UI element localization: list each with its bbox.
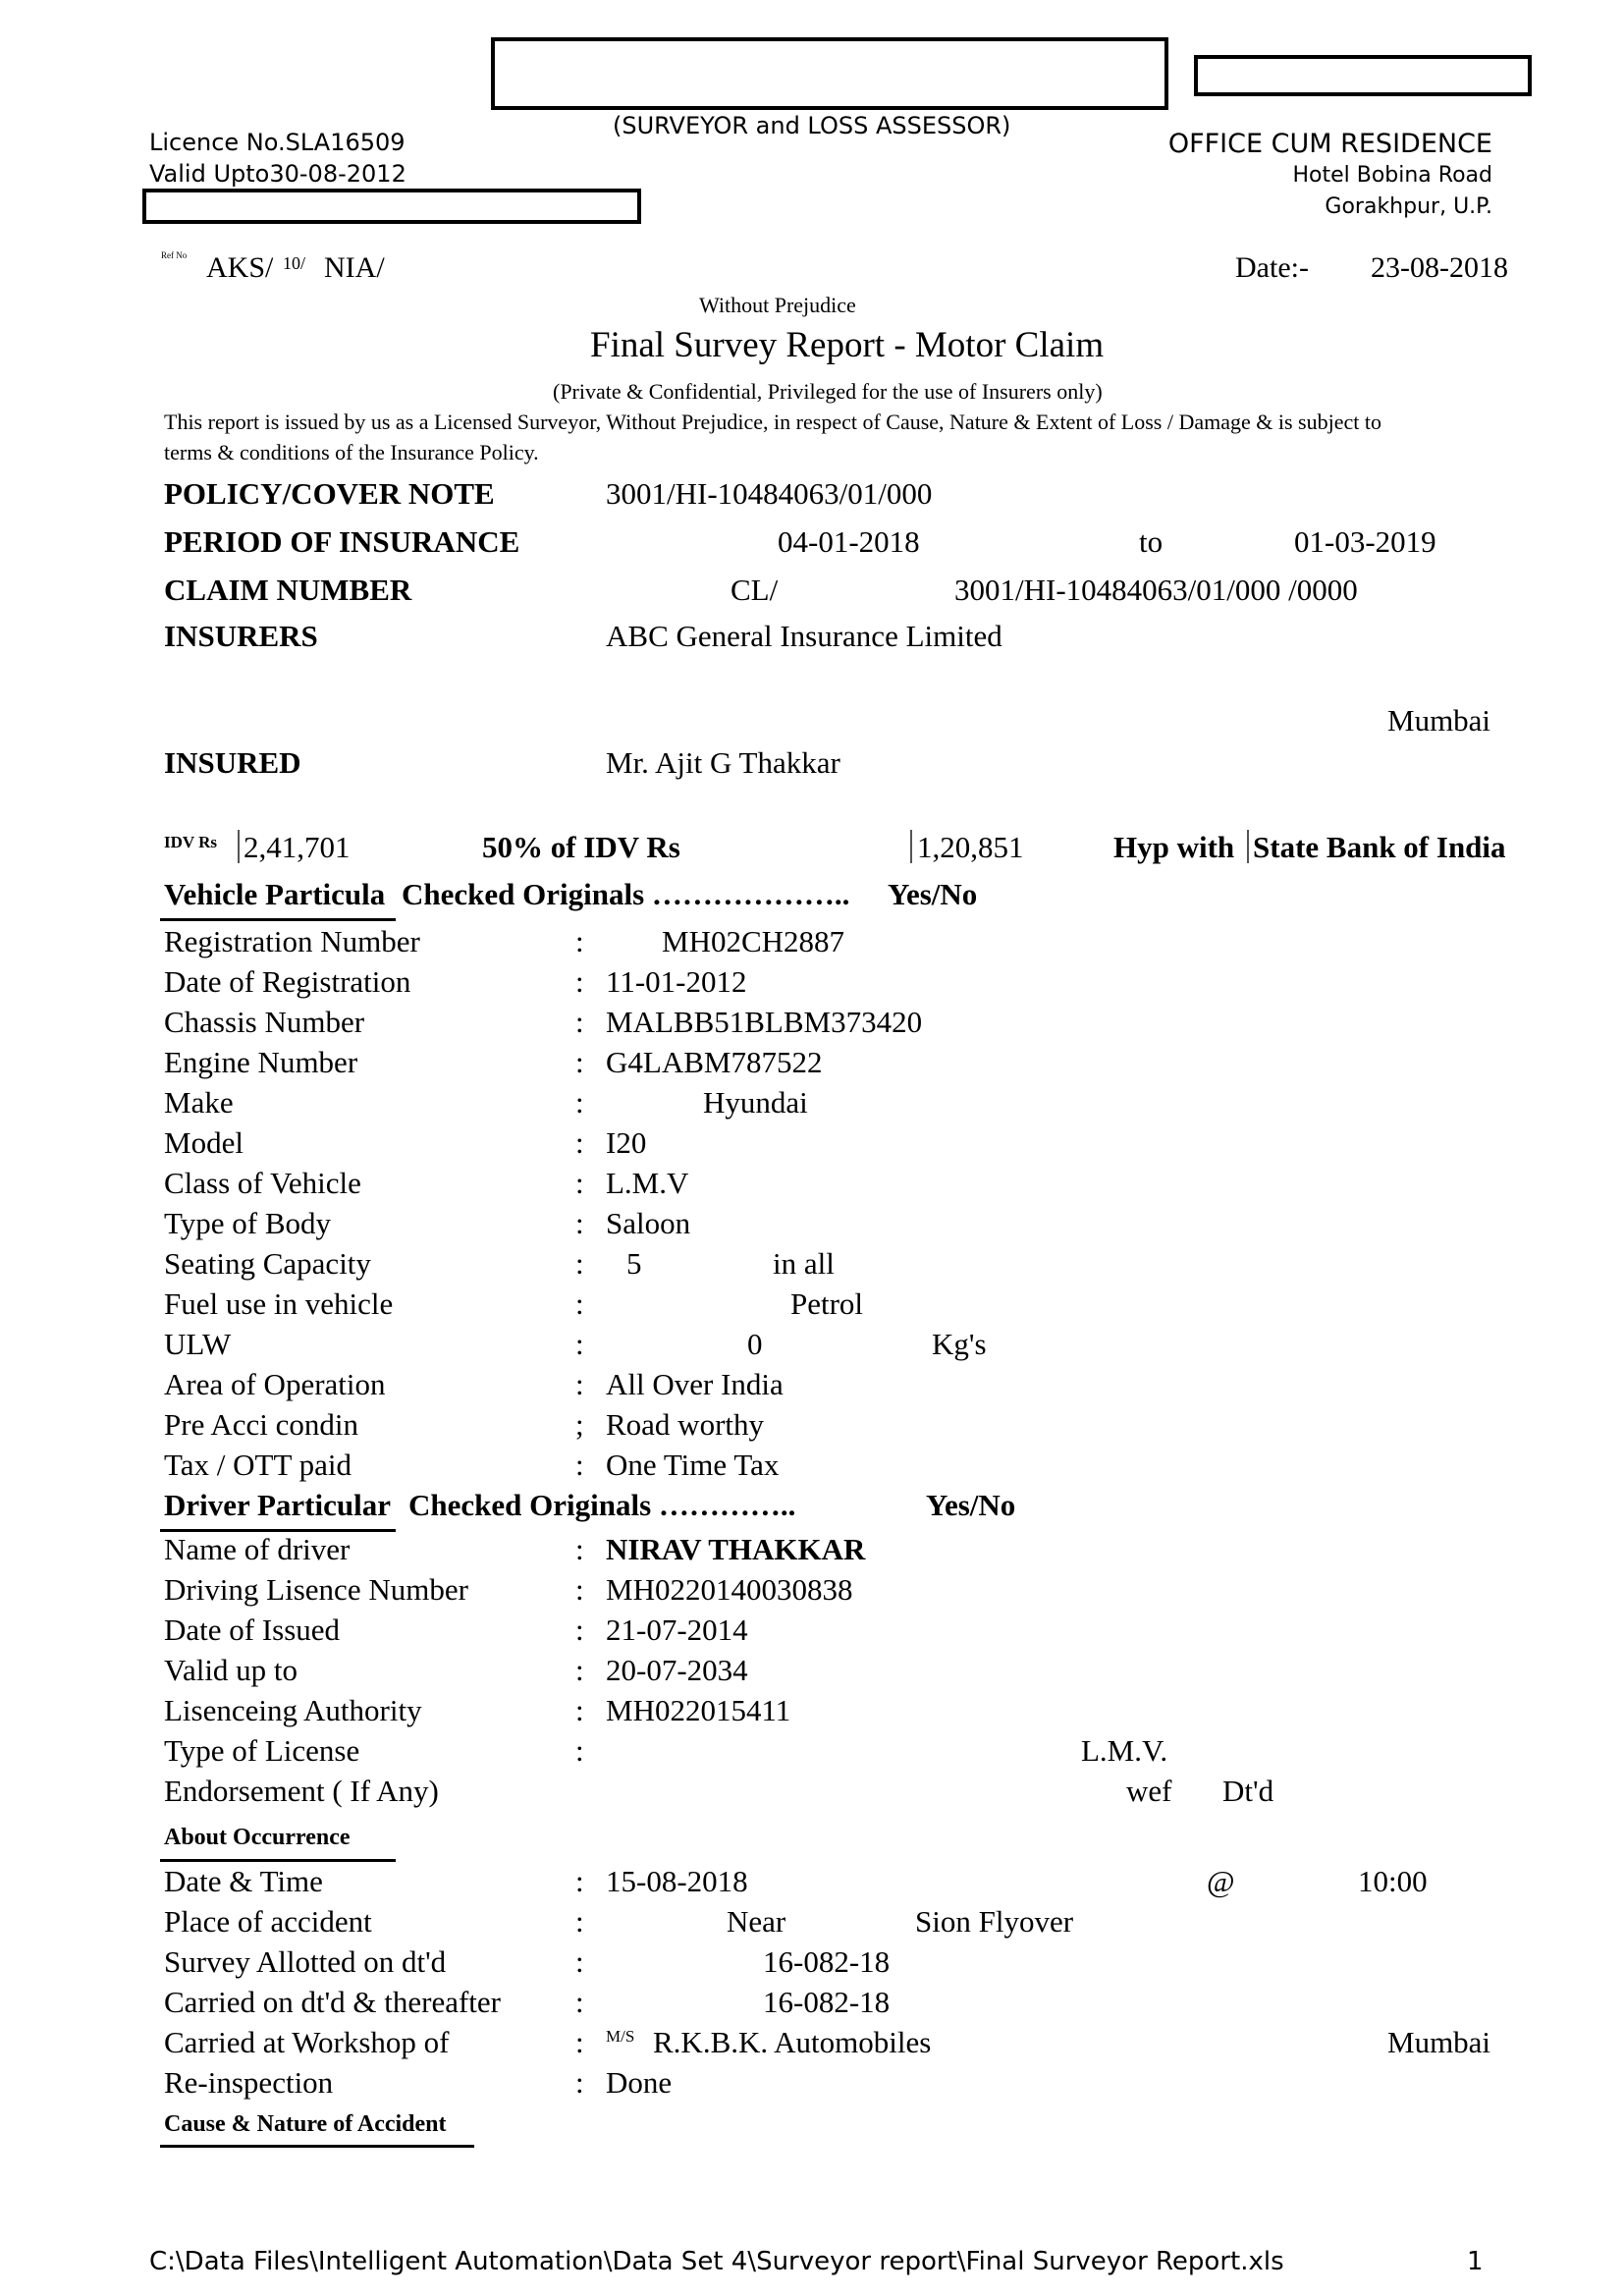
tax-sep: : bbox=[575, 1448, 584, 1482]
make-value: Hyundai bbox=[703, 1085, 808, 1120]
accident-time-value: 10:00 bbox=[1358, 1864, 1428, 1898]
body-type-value: Saloon bbox=[606, 1206, 691, 1240]
insured-value: Mr. Ajit G Thakkar bbox=[606, 745, 840, 780]
claim-value: 3001/HI-10484063/01/000 /0000 bbox=[954, 573, 1358, 607]
licence-number: Licence No.SLA16509 bbox=[149, 129, 406, 156]
body-type-sep: : bbox=[575, 1206, 584, 1240]
reinspection-sep: : bbox=[575, 2065, 584, 2100]
half-idv-label: 50% of IDV Rs bbox=[482, 830, 680, 864]
surveyor-role: (SURVEYOR and LOSS ASSESSOR) bbox=[613, 112, 1011, 139]
ref-number: 10/ bbox=[283, 253, 306, 273]
vehicle-class-sep: : bbox=[575, 1166, 584, 1200]
office-label: OFFICE CUM RESIDENCE bbox=[1167, 129, 1492, 159]
ulw-sep: : bbox=[575, 1327, 584, 1361]
pre-accident-condition-label: Pre Acci condin bbox=[164, 1407, 359, 1442]
licence-valid: Valid Upto30-08-2012 bbox=[149, 160, 406, 188]
license-valid-sep: : bbox=[575, 1653, 584, 1687]
seating-capacity-value: 5 bbox=[626, 1246, 642, 1281]
driver-checked-originals: Checked Originals ………….. bbox=[408, 1488, 796, 1522]
driver-name-value: NIRAV THAKKAR bbox=[606, 1532, 866, 1566]
period-to: 01-03-2019 bbox=[1294, 524, 1436, 559]
licensing-authority-sep: : bbox=[575, 1693, 584, 1727]
fuel-label: Fuel use in vehicle bbox=[164, 1286, 394, 1321]
seating-capacity-extra: in all bbox=[773, 1246, 835, 1281]
claim-label: CLAIM NUMBER bbox=[164, 573, 412, 607]
hyp-divider bbox=[1247, 830, 1249, 863]
accident-place-label: Place of accident bbox=[164, 1904, 372, 1939]
accident-at-symbol: @ bbox=[1207, 1864, 1235, 1898]
pre-accident-condition-sep: ; bbox=[575, 1407, 584, 1442]
vehicle-yes-no: Yes/No bbox=[888, 877, 978, 911]
make-label: Make bbox=[164, 1085, 234, 1120]
idv-divider bbox=[238, 830, 240, 863]
ulw-unit: Kg's bbox=[932, 1327, 987, 1361]
accident-place-near: Near bbox=[727, 1904, 786, 1939]
ref-suffix: NIA/ bbox=[324, 251, 385, 284]
office-address-line1: Hotel Bobina Road bbox=[1292, 163, 1492, 188]
ref-prefix: AKS/ bbox=[206, 251, 274, 284]
seating-capacity-label: Seating Capacity bbox=[164, 1246, 371, 1281]
registration-number-sep: : bbox=[575, 924, 584, 958]
registration-number-value: MH02CH2887 bbox=[662, 924, 845, 958]
license-issued-label: Date of Issued bbox=[164, 1613, 341, 1647]
report-title: Final Survey Report - Motor Claim bbox=[590, 325, 1105, 365]
license-valid-value: 20-07-2034 bbox=[606, 1653, 748, 1687]
license-type-sep: : bbox=[575, 1733, 584, 1768]
period-to-word: to bbox=[1139, 524, 1164, 559]
driver-name-sep: : bbox=[575, 1532, 584, 1566]
occurrence-heading: About Occurrence bbox=[164, 1825, 351, 1850]
chassis-number-label: Chassis Number bbox=[164, 1005, 365, 1039]
license-issued-value: 21-07-2014 bbox=[606, 1613, 748, 1647]
workshop-ms: M/S bbox=[606, 2027, 635, 2046]
license-issued-sep: : bbox=[575, 1613, 584, 1647]
hyp-label: Hyp with bbox=[1113, 830, 1235, 864]
body-type-label: Type of Body bbox=[164, 1206, 332, 1240]
chassis-number-sep: : bbox=[575, 1005, 584, 1039]
workshop-city: Mumbai bbox=[1387, 2025, 1491, 2059]
half-idv-value: 1,20,851 bbox=[917, 830, 1024, 864]
carried-on-value: 16-082-18 bbox=[763, 1985, 891, 2019]
vehicle-heading-underline bbox=[160, 918, 396, 921]
driver-yes-no: Yes/No bbox=[926, 1488, 1016, 1522]
pre-accident-condition-value: Road worthy bbox=[606, 1407, 765, 1442]
report-subtitle: (Private & Confidential, Privileged for the use of Insurers only) bbox=[553, 379, 1103, 404]
make-sep: : bbox=[575, 1085, 584, 1120]
ulw-label: ULW bbox=[164, 1327, 232, 1361]
tax-value: One Time Tax bbox=[606, 1448, 780, 1482]
policy-label: POLICY/COVER NOTE bbox=[164, 476, 495, 511]
license-number-label: Driving Lisence Number bbox=[164, 1572, 468, 1607]
license-valid-label: Valid up to bbox=[164, 1653, 298, 1687]
policy-value: 3001/HI-10484063/01/000 bbox=[606, 476, 933, 511]
workshop-value: R.K.B.K. Automobiles bbox=[653, 2025, 932, 2059]
vehicle-class-value: L.M.V bbox=[606, 1166, 689, 1200]
insurers-city: Mumbai bbox=[1387, 703, 1491, 738]
workshop-label: Carried at Workshop of bbox=[164, 2025, 450, 2059]
area-operation-label: Area of Operation bbox=[164, 1367, 386, 1401]
occurrence-heading-underline bbox=[160, 1859, 396, 1862]
registration-date-value: 11-01-2012 bbox=[606, 964, 747, 999]
driver-name-label: Name of driver bbox=[164, 1532, 351, 1566]
redacted-id-box bbox=[142, 189, 641, 224]
date-time-sep: : bbox=[575, 1864, 584, 1898]
survey-allotted-label: Survey Allotted on dt'd bbox=[164, 1944, 447, 1979]
model-label: Model bbox=[164, 1125, 244, 1160]
survey-allotted-sep: : bbox=[575, 1944, 584, 1979]
insurers-value: ABC General Insurance Limited bbox=[606, 619, 1002, 653]
accident-place-sep: : bbox=[575, 1904, 584, 1939]
footer-file-path: C:\Data Files\Intelligent Automation\Data Set 4\Surveyor report\Final Surveyor Report.xls bbox=[149, 2247, 1284, 2276]
vehicle-heading: Vehicle Particula bbox=[164, 877, 386, 911]
carried-on-label: Carried on dt'd & thereafter bbox=[164, 1985, 501, 2019]
insured-label: INSURED bbox=[164, 745, 301, 780]
area-operation-sep: : bbox=[575, 1367, 584, 1401]
report-date: 23-08-2018 bbox=[1371, 251, 1508, 284]
date-label: Date:- bbox=[1235, 251, 1309, 284]
period-label: PERIOD OF INSURANCE bbox=[164, 524, 520, 559]
engine-number-sep: : bbox=[575, 1045, 584, 1079]
license-number-value: MH0220140030838 bbox=[606, 1572, 853, 1607]
reinspection-value: Done bbox=[606, 2065, 673, 2100]
page-number: 1 bbox=[1467, 2247, 1484, 2276]
vehicle-class-label: Class of Vehicle bbox=[164, 1166, 361, 1200]
redacted-contact-box bbox=[1194, 55, 1532, 96]
accident-place-value: Sion Flyover bbox=[915, 1904, 1074, 1939]
accident-date-value: 15-08-2018 bbox=[606, 1864, 748, 1898]
ref-no-label: Ref No bbox=[161, 250, 188, 260]
survey-allotted-value: 16-082-18 bbox=[763, 1944, 891, 1979]
licensing-authority-label: Lisenceing Authority bbox=[164, 1693, 422, 1727]
ulw-value: 0 bbox=[747, 1327, 763, 1361]
license-type-value: L.M.V. bbox=[1081, 1733, 1168, 1768]
office-address-line2: Gorakhpur, U.P. bbox=[1325, 194, 1492, 219]
cause-heading: Cause & Nature of Accident bbox=[164, 2111, 447, 2137]
idv-label: IDV Rs bbox=[164, 833, 218, 851]
license-type-label: Type of License bbox=[164, 1733, 360, 1768]
workshop-sep: : bbox=[575, 2025, 584, 2059]
date-time-label: Date & Time bbox=[164, 1864, 323, 1898]
vehicle-checked-originals: Checked Originals ……………….. bbox=[402, 877, 850, 911]
engine-number-value: G4LABM787522 bbox=[606, 1045, 823, 1079]
claim-prefix: CL/ bbox=[731, 573, 779, 607]
registration-date-label: Date of Registration bbox=[164, 964, 411, 999]
fuel-value: Petrol bbox=[790, 1286, 864, 1321]
chassis-number-value: MALBB51BLBM373420 bbox=[606, 1005, 923, 1039]
reinspection-label: Re-inspection bbox=[164, 2065, 334, 2100]
period-from: 04-01-2018 bbox=[778, 524, 920, 559]
disclaimer-line2: terms & conditions of the Insurance Policy. bbox=[164, 440, 539, 465]
cause-heading-underline bbox=[160, 2145, 474, 2148]
insurers-label: INSURERS bbox=[164, 619, 318, 653]
model-value: I20 bbox=[606, 1125, 647, 1160]
hyp-value: State Bank of India bbox=[1253, 830, 1506, 864]
redacted-name-box bbox=[491, 37, 1168, 110]
engine-number-label: Engine Number bbox=[164, 1045, 358, 1079]
endorsement-wef: wef bbox=[1126, 1774, 1172, 1808]
fuel-sep: : bbox=[575, 1286, 584, 1321]
half-idv-divider bbox=[910, 830, 912, 863]
registration-number-label: Registration Number bbox=[164, 924, 420, 958]
area-operation-value: All Over India bbox=[606, 1367, 784, 1401]
endorsement-label: Endorsement ( If Any) bbox=[164, 1774, 439, 1808]
driver-heading: Driver Particular bbox=[164, 1488, 391, 1522]
license-number-sep: : bbox=[575, 1572, 584, 1607]
seating-capacity-sep: : bbox=[575, 1246, 584, 1281]
model-sep: : bbox=[575, 1125, 584, 1160]
without-prejudice: Without Prejudice bbox=[699, 293, 856, 317]
idv-value: 2,41,701 bbox=[244, 830, 351, 864]
licensing-authority-value: MH022015411 bbox=[606, 1693, 791, 1727]
registration-date-sep: : bbox=[575, 964, 584, 999]
endorsement-dtd: Dt'd bbox=[1222, 1774, 1274, 1808]
carried-on-sep: : bbox=[575, 1985, 584, 2019]
tax-label: Tax / OTT paid bbox=[164, 1448, 352, 1482]
disclaimer-line1: This report is issued by us as a Licensed Surveyor, Without Prejudice, in respect of Cause, Nature & Extent of Loss / Damage & is subject to bbox=[164, 410, 1381, 434]
